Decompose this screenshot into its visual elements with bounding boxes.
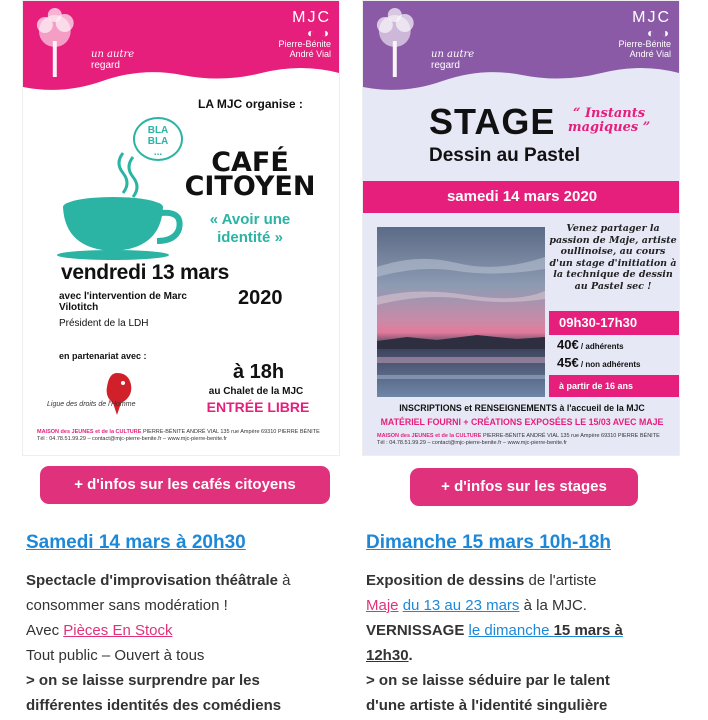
tagline: un autre regard [91, 49, 135, 71]
stage-date-band: samedi 14 mars 2020 [363, 181, 680, 213]
partner-label: en partenariat avec : [59, 351, 147, 361]
left-event-date-link[interactable]: Samedi 14 mars à 20h30 [26, 532, 246, 553]
exhibit-dates-link[interactable]: du 13 au 23 mars [402, 597, 520, 614]
poster-footer: MAISON des JEUNES et de la CULTURE PIERRE-BÉNITE ANDRÉ VIAL 135 rue Ampère 69310 PIERRE BÉNITE Tél : 04.78.51.99.29 – contact@mjc-pierre-benite.fr – www.mjc-pierre-benite.fr [37, 429, 320, 442]
entry-label: ENTRÉE LIBRE [206, 399, 310, 415]
maje-link[interactable]: Maje [366, 597, 399, 614]
right-event-date-link[interactable]: Dimanche 15 mars 10h-18h [366, 532, 612, 553]
event-time: à 18h [233, 361, 285, 383]
organise-label: LA MJC organise : [198, 97, 303, 111]
stage-pastel-poster[interactable] [362, 0, 680, 456]
moon-icon: ◐ ◑ [307, 25, 331, 40]
cafe-citoyen-title: CAFÉ CITOYEN [184, 147, 316, 202]
age-requirement: à partir de 16 ans [549, 375, 680, 397]
pastel-painting-image [377, 227, 545, 397]
vernissage-time-link[interactable]: 12h30 [366, 647, 409, 664]
left-column [22, 0, 352, 714]
stage-title: STAGE [429, 101, 556, 142]
event-date: vendredi 13 mars [61, 261, 229, 284]
cafes-citoyens-info-button[interactable]: + d'infos sur les cafés citoyens [40, 466, 330, 504]
mjc-logo: MJC ◐ ◑ Pierre-Bénite André Vial [618, 9, 671, 59]
event-year: 2020 [238, 287, 283, 309]
cafe-citoyen-poster[interactable] [22, 0, 340, 456]
right-event-description: Exposition de dessins de l'artiste Maje du 13 au 23 mars à la MJC. VERNISSAGE le dimanche 15 mars à 12h30. > on se laisse séduire par le talent d'une artiste à l'identité singulière [366, 572, 623, 714]
materiel-label: MATÉRIEL FOURNI + CRÉATIONS EXPOSÉES LE 15/03 AVEC MAJE [380, 417, 664, 427]
poster-footer: MAISON des JEUNES et de la CULTURE PIERRE-BÉNITE ANDRÉ VIAL 135 rue Ampère 69310 PIERRE BÉNITE Tél : 04.78.51.99.29 – contact@mjc-pierre-benite.fr – www.mjc-pierre-benite.fr [377, 433, 660, 446]
tagline: un autre regard [431, 49, 475, 71]
stage-hours: 09h30-17h30 [549, 311, 680, 335]
pieces-en-stock-link[interactable]: Pièces En Stock [63, 622, 173, 639]
ldh-logo-icon [57, 369, 157, 419]
intervention-label: avec l'intervention de Marc Vilotitch [59, 291, 187, 313]
right-column [362, 0, 692, 714]
stage-description: Venez partager la passion de Maje, artiste oullinoise, au cours d'un stage d'initiation à la technique de dessin au Pastel sec ! [549, 223, 677, 292]
left-event-description: Spectacle d'improvisation théâtrale à consommer sans modération ! Avec Pièces En Stock Tout public – Ouvert à tous > on se laisse surprendre par les différentes identités des comédiens [26, 572, 291, 714]
inscriptions-label: INSCRIPTIONS et RENSEIGNEMENTS à l'accueil de la MJC [399, 403, 645, 413]
vernissage-link[interactable]: le dimanche 15 mars à [468, 622, 623, 639]
price-members: 40€ / adhérents [557, 337, 624, 352]
ldh-text: Ligue des droits de l'Homme [47, 401, 136, 408]
instants-magiques-label: “ Instants magiques ” [567, 106, 651, 135]
stages-info-button[interactable]: + d'infos sur les stages [410, 468, 638, 506]
speech-bubble-icon: BLA BLA ... [133, 117, 183, 161]
theme-label: « Avoir une identité » [209, 211, 291, 246]
stage-subtitle: Dessin au Pastel [429, 145, 581, 166]
price-non-members: 45€ / non adhérents [557, 355, 641, 370]
coffee-cup-icon [53, 151, 183, 261]
moon-icon: ◐ ◑ [647, 25, 671, 40]
mjc-logo: MJC ◐ ◑ Pierre-Bénite André Vial [278, 9, 331, 59]
event-venue: au Chalet de la MJC [208, 386, 304, 397]
president-label: Président de la LDH [59, 318, 149, 329]
